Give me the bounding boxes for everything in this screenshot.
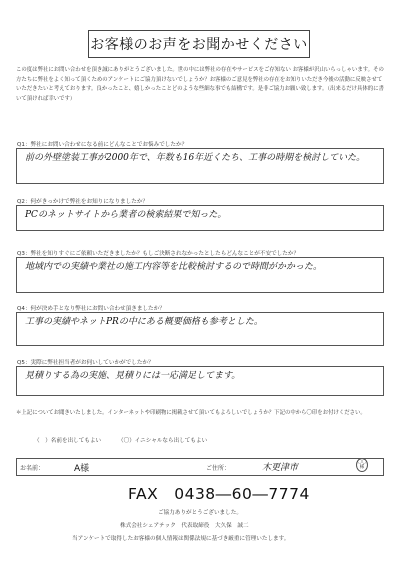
seal-stamp: 〇〇様 <box>357 460 367 470</box>
option-full-name: （ ）名前を出してもよい <box>34 438 102 444</box>
thanks-text: ご協力ありがとうございました。 <box>158 510 242 516</box>
page-title: お客様のお声をお聞かせください <box>88 30 310 58</box>
question-3-label: Q3：弊社を知りすぐにご依頼いただきましたか？もしご決断されなかったとしたらどんなことが不安でしたか？ <box>17 251 300 257</box>
question-1-label: Q1：弊社にお問い合わせになる前にどんなことでお悩みでしたか？ <box>17 142 188 148</box>
name-address-row <box>16 458 384 476</box>
name-label: お名前： <box>20 465 45 472</box>
publication-consent-note: ＊上記についてお聞きいたしました。インターネットや印刷物に掲載させて頂いてもよろしいでしょうか？下記の中から〇印をお付けください。 <box>16 410 366 416</box>
question-1-answer: 前の外壁塗装工事が2000年で、年数も16年近くたち、工事の時期を検討していた。 <box>16 148 384 184</box>
address-value: 木更津市 <box>262 463 299 473</box>
question-3-answer: 地域内での実績や業社の施工内容等を比較検討するので時間がかかった。 <box>16 257 384 293</box>
question-4-label: Q4：何が決め手となり弊社にお問い合わせ頂きましたか？ <box>17 306 165 312</box>
company-name: 株式会社シェアテック 代表取締役 大久保 誠二 <box>120 523 249 529</box>
privacy-notice: 当アンケートで取得したお客様の個人情報は関係法規に基づき厳重に管理いたします。 <box>72 536 290 542</box>
fax-number: FAX 0438―60―7774 <box>128 485 310 503</box>
intro-text: この度は弊社にお問い合わせを頂き誠にありがとうございました。世の中には弊社の存在やサービスをご存知ない お客様が沢山いらっしゃいます。その方たちに弊社をよく知って頂くためのアンケートにご協力頂けないでしょうか？お客様のご意見を弊社の存在をお知りいただき今後の活動に反映させていただきたいと考えております。良かったこと、嬉しかったことどのような些細な事でも結構です。是非ご協力お願い致します。（出来るだけ具体的に書いて頂ければ幸いです） <box>16 67 384 102</box>
option-initials: （〇）イニシャルなら出してもよい <box>118 438 208 444</box>
question-5-label: Q5：実際に弊社担当者がお伺いしていかがでしたか？ <box>17 360 154 366</box>
question-4-answer: 工事の実績やネットPRの中にある概要価格も参考とした。 <box>16 312 384 346</box>
address-label: ご住所： <box>206 465 231 472</box>
question-2-answer: PCのネットサイトから業者の検索結果で知った。 <box>16 205 384 231</box>
question-5-answer: 見積りする為の実施、見積りには一応満足してます。 <box>16 366 384 396</box>
question-2-label: Q2：何がきっかけで弊社をお知りになりましたか？ <box>17 199 149 205</box>
name-value: A様 <box>74 464 90 474</box>
